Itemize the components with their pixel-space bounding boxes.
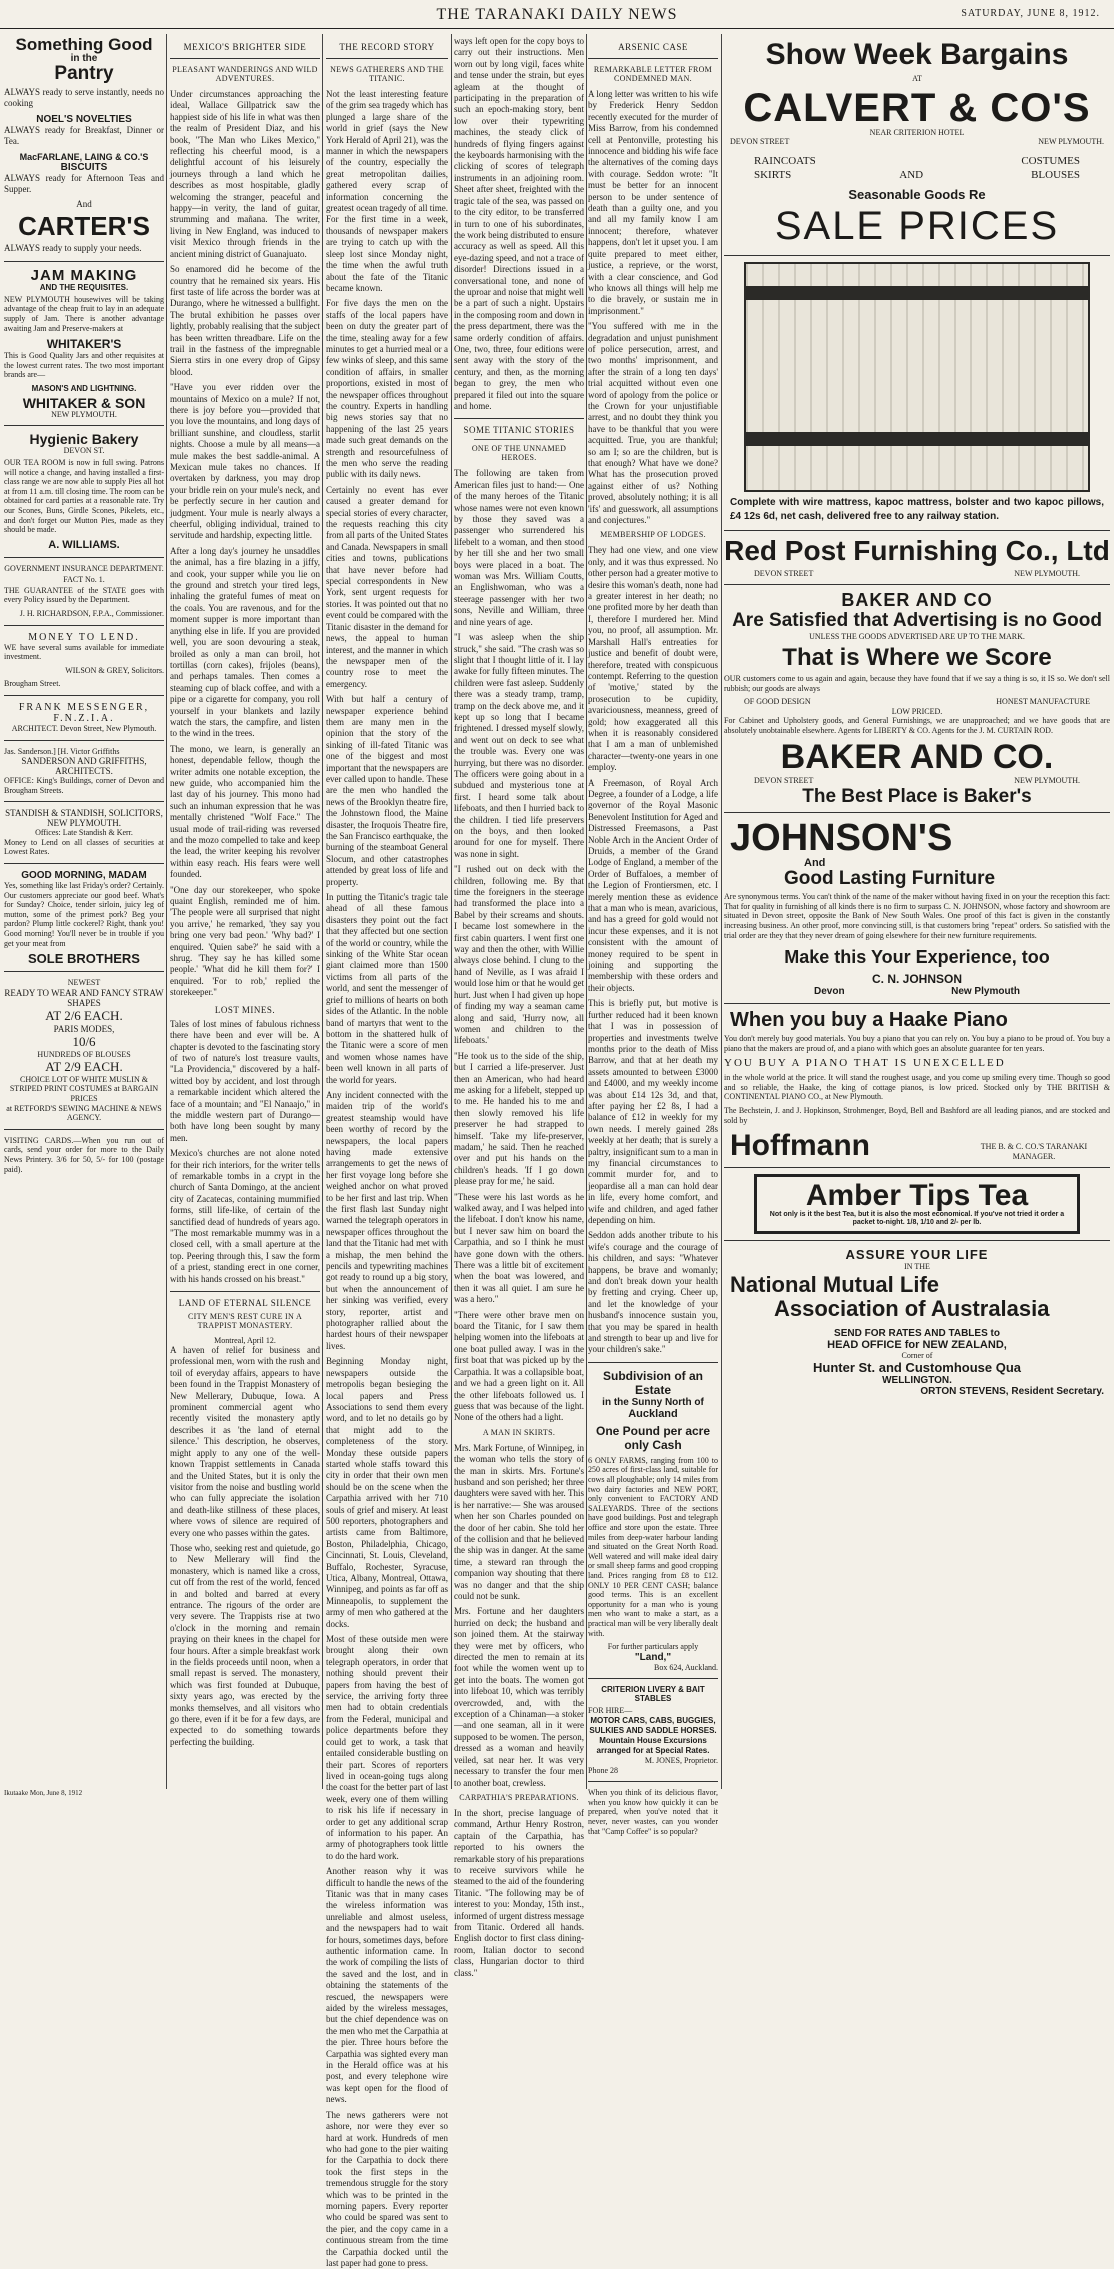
ad-text: For further particulars apply	[607, 1642, 699, 1652]
ad-brand: CALVERT & CO'S	[743, 85, 1091, 130]
ad-text: ARCHITECT. Devon Street, New Plymouth.	[11, 723, 157, 733]
ad-text: And	[76, 199, 92, 210]
article-subheading: CITY MEN'S REST CURE IN A TRAPPIST MONASTERY.	[187, 1312, 303, 1331]
ad-text: This is Good Quality Jars and other requisites at the lowest current rates. The two most important brands are—	[4, 351, 164, 380]
divider	[724, 1240, 1110, 1241]
ad-text: Not only is it the best Tea, but it is also the most economical. If you've not tried it order a packet to-night. 1/8, 1/10 and 2/- per lb.	[769, 1211, 1065, 1227]
bedstead-illustration	[724, 262, 1110, 492]
article-paragraph: Another reason why it was difficult to handle the news of the Titanic was that in many cases the wireless information was unreliable and almost useless, and the newspapers had to wait for hours, sometimes days, before authentic information came. In the work of compiling the lists of the saved and the lost, and in obtaining the statements of the rescued, the newspapers were aided by the wireless messages, but the chief dependence was on the men who met the Carpathia at the pier. Three hours before the Carpathia was sighted every man in the Herald office was at his post, and every telephone wire was kept open for the flood of news.	[326, 1866, 448, 2105]
column-rule	[166, 34, 167, 1789]
ad-text: Phone 28	[588, 1765, 618, 1775]
ad-text: LOW PRICED.	[891, 706, 943, 716]
divider	[454, 418, 584, 419]
article-paragraph: "These were his last words as he walked away, and I was helped into the lifeboat. I don't know his name, but I never saw him on board the Carpathia, and so I think he must have gone down with the others. There was a little bit of excitement when the boat was lowered, and then it was all quiet. I am sure he was a hero."	[454, 1191, 584, 1305]
article-paragraph: Under circumstances approaching the ideal, Wallace Gillpatrick saw the happiest side of his life in what was then the realm of President Diaz, and his book, "The Man who Likes Mexico," reflecting his cheerful mood, is a delightful account of his leisurely journeys through a land which he describes as most hospitable, gladly welcoming the stranger, peaceful and happy—in verity, the land of guitar, strumming and mañana. The writer, living in New England, was induced to visit Mexico through friends in the ancient mining district of Guanajuato.	[170, 89, 320, 259]
article-paragraph: "Have you ever ridden over the mountains of Mexico on a mule? If not, there is joy before you—provided that you love the mountains, and long days of brilliant sunshine, and cloudless, starlit nights. Choose a mule by all means—a mule makes the best saddle-animal. A Mexican mule takes no chances. If overtaken by darkness, you may drop your bridle rein on your mule's neck, and be perfectly secure in her caution and judgment. Your mule is nearly always a cheerful, obliging individual, trained to servitude and hardship, expecting little.	[170, 382, 320, 541]
ad-text: THE GUARANTEE of the STATE goes with every Policy issued by the Department.	[4, 585, 164, 605]
ad-headline: Show Week Bargains	[765, 38, 1069, 71]
article-paragraph: Mrs. Mark Fortune, of Winnipeg, in the woman who tells the story of the man in skirts. Mrs. Fortune's husband and son perished; her three daughters were saved with her. This is her narrative:— She was aroused when her son Charles pounded on the door of her cabin. She told her of the collision and that he believed the ship was in danger. At the same time, a steward ran through the companion way shouting that there was no danger and that the ship could not be sunk.	[454, 1442, 584, 1601]
divider	[588, 1781, 718, 1782]
ad-text: DEVON STREET	[754, 775, 814, 785]
ad-signature-row	[730, 1131, 1104, 1161]
article-paragraph: ways left open for the copy boys to carry out their instructions. Men worn out by long vigil, faces white and tense under the strain, but eyes agleam at the thought of participating in the preparation of such an epoch-making story, bent low over their typewriting machines, the steady click of hundreds of flying fingers against the keyboards harmonising with the clicking of scores of telegraph instruments in an adjoining room. Sheet after sheet, freighted with the tragic tale of the sea, was passed on to the city editor, to be transferred in turn to one of his subordinates, the work being distributed to ensure accuracy as well as speed. All this eye-dazing speed, and not a trace of disorder! Directions issued in a conversational tone, and none of the uproar and noise that might well be a part of such a night. Upstairs in the composing room and down in the press department, there was the same orderly condition of affairs. One, two, three, four editions were sent away with the story of the century, and then, as the morning began to grey, the men who prepared it filed out into the square and home.	[454, 36, 584, 411]
divider	[724, 1167, 1110, 1168]
divider	[4, 971, 164, 972]
article-subheading: REMARKABLE LETTER FROM CONDEMNED MAN.	[593, 65, 713, 83]
article-paragraph: A Freemason, of Royal Arch Degree, a founder of a Lodge, a life governor of the Royal Masonic Benevolent Institution for Aged and Distressed Freemasons, a Past Noble Arch in the Ancient Order of Druids, a member of the Grand Lodge of England, a member of the Order of Buffaloes, a member of the Legion of Frontiersmen, etc. I merely mention these as evidence that a man who is mean, avaricious, and has a greed for gold would not incur these expenses, and it is not consistent with the amount of money required to be spent in joining and supporting the membership with these orders and their objects.	[588, 777, 718, 993]
article-subheading: MEMBERSHIP OF LODGES.	[600, 530, 706, 540]
column-rule	[586, 34, 587, 1789]
ad-text: MASON'S AND LIGHTNING.	[31, 384, 137, 393]
ad-text: Yes, something like last Friday's order? Certainly. Our customers appreciate our good beef. What's for Sunday? Choice, tender sirloin, juicy leg of mutton, some of the primest pork? Beg your pardon? Plump little cockerel? Right, thank you! Good morning! You'll never be in trouble if you get your meat from	[4, 881, 164, 948]
column-rule	[322, 34, 323, 1789]
ad-headline: Subdivision of an	[602, 1368, 703, 1383]
divider	[4, 261, 164, 262]
ad-text: RAINCOATS	[754, 154, 816, 167]
divider	[588, 1362, 718, 1363]
ad-brand: C. N. JOHNSON	[871, 972, 962, 987]
ad-text: WELLINGTON.	[882, 1375, 952, 1387]
divider	[170, 1291, 320, 1292]
ad-brand: Red Post Furnishing Co., Ltd	[724, 534, 1110, 566]
ad-brand: National Mutual Life	[730, 1271, 939, 1297]
ad-text: ALWAYS ready to supply your needs.	[4, 243, 142, 254]
divider	[4, 425, 164, 426]
ad-brand: Association of Australasia	[774, 1295, 1050, 1321]
article-paragraph: The mono, we learn, is generally an honest, dependable fellow, though the writer admits one notable exception, the new guide, who accompanied him the last day of his journey. This mono had such an inhuman expression that he was mentally christened "Wolf Face." The usual mode of trail-riding was reversed and the mozo compelled to take and keep the lead, the writer keeping his revolver within easy reach. His fears were well founded.	[170, 743, 320, 880]
divider	[4, 740, 164, 741]
divider	[724, 812, 1110, 813]
ad-text: NEW PLYMOUTH.	[1014, 568, 1080, 578]
ad-text: Devon	[814, 986, 845, 998]
ad-price: AT 2/9 EACH.	[45, 1058, 123, 1074]
article-subheading: ONE OF THE UNNAMED HEROES.	[471, 444, 567, 463]
ad-text: M. JONES, Proprietor.	[644, 1755, 718, 1765]
ad-headline: GOOD MORNING, MADAM	[21, 870, 147, 882]
ad-headline: Something Good	[15, 35, 153, 54]
ad-text: Brougham Street.	[4, 679, 61, 689]
ad-text: FOR HIRE—	[588, 1706, 633, 1716]
ad-text: Corner of	[901, 1350, 933, 1360]
article-paragraph: This is briefly put, but motive is further reduced had it been known that I was in possession of properties and investments twelve months prior to the death of Miss Barrow, and that at her death my assets amounted to between £3000 and £4000, and my weekly income was about £14 12s 3d, and that, after paying her £2 8s, I had a balance of £12 in weekly for my own needs. I merely gained 28s weekly at her death; that is surely a paltry, insignificant sum to a man in my financial circumstances to commit murder for, and to jeopardise all a man can hold dear in life, every home comfort, and wife and children, and aged father depending on him.	[588, 998, 718, 1225]
ad-headline: Hygienic Bakery	[29, 431, 139, 447]
ad-text: NEWEST	[67, 978, 101, 988]
article-heading: LAND OF ETERNAL SILENCE	[178, 1298, 312, 1309]
ad-address-row	[754, 569, 1080, 579]
ad-text: OUR customers come to us again and again, because they have found that if we say a thing is so, it IS so. We don't sell rubbish; our goods are always	[724, 673, 1110, 693]
ad-brand: WHITAKER & SON	[22, 395, 146, 411]
ad-text: OUR TEA ROOM is now in full swing. Patrons will notice a change, and having installed a first-class range we are now able to supply Pies all hot at from 11 a.m. till closing time. The room can be obtained for card parties at a reasonable rate. Try our Scones, Buns, Girdle Scones, Pikelets, etc., and don't forget our Mutton Pies, made as they should be made.	[4, 458, 164, 535]
ad-brand: Hoffmann	[730, 1129, 870, 1163]
article-subheading: CARPATHIA'S PREPARATIONS.	[459, 1792, 579, 1802]
ad-headline: Good Lasting Furniture	[784, 868, 996, 890]
dateline: Montreal, April 12.	[214, 1336, 276, 1346]
article-paragraph: Those who, seeking rest and quietude, go to New Mellerary will find the monastery, which is named like a cross, cut off from the rest of the world, fenced in and bolted and barred at every entrance. The rigours of the order are very severe. The Trappists rise at two o'clock in the morning and remain praying on their knees in the chapel for four hours. After a simple breakfast work in the fields proceeds until noon, when a small repast is served. The monastery, which was first founded at Dubuque, sixty years ago, was erected by the monks themselves, and all visitors who go there, even if it be for a few days, are expected to do something towards perfecting the building.	[170, 1542, 320, 1747]
article-paragraph: "There were other brave men on board the Titanic, for I saw them helping women into the lifeboats at one boat pulled away. I was in the first boat that was picked up by the Carpathia. It was a collapsible boat, and we had a green light on it. All the other lifeboats followed us. I guess that was because of the light. None of the others had a light.	[454, 1309, 584, 1423]
ad-headline: One Pound per acre	[595, 1423, 711, 1438]
ad-text: DEVON ST.	[63, 446, 105, 455]
issue-date: SATURDAY, JUNE 8, 1912.	[961, 8, 1100, 19]
article-paragraph: In the short, precise language of command, Arthur Henry Rostron, captain of the Carpathia, has reported to his owners the remarkable story of his preparations to receive survivors while he steamed to the aid of the foundering Titanic. "The following may be of interest to you: Monday, 15th inst., informed of urgent distress message from Titanic. Ordered all hands. English doctor to first class dining-room, Italian doctor to second class, Hungarian doctor to third class."	[454, 1807, 584, 1978]
ad-headline: GOVERNMENT INSURANCE DEPARTMENT.	[4, 563, 164, 573]
masthead	[0, 0, 1114, 29]
ad-text: Hunter St. and Customhouse Qua	[812, 1360, 1021, 1376]
ad-text: Seasonable Goods Re	[848, 186, 986, 202]
article-paragraph: Mrs. Fortune and her daughters hurried on deck; the husband and son joined them. At the stairway they were met by officers, who directed the men to remain at its foot while the women went up to get into the boats. The women got into lifeboat 10, which was terribly overcrowded, and, with the exception of a Chinaman—a stoker—and one seaman, all in it were supposed to be women. The person, dressed as a woman and heavily veiled, sat near her. It was very necessary to transfer the four men to another boat, crewless.	[454, 1606, 584, 1788]
ad-text: J. H. RICHARDSON, F.P.A., Commissioner.	[19, 608, 164, 618]
ad-text: "Land,"	[634, 1651, 672, 1663]
ad-text: ALWAYS ready to serve instantly, needs no cooking	[4, 87, 164, 109]
ad-headline: That is Where we Score	[782, 643, 1052, 671]
ad-text: OF GOOD DESIGN	[744, 697, 811, 707]
ad-text: SKIRTS	[754, 168, 792, 181]
ad-text: Box 624, Auckland.	[654, 1662, 718, 1672]
ad-text: in the whole world at the price. It will stand the roughest usage, and you come up smiling every time. Though so good and so reliable, the Haake, the king of cottage pianos, is low priced. Stocked only by THE BRITISH & CONTINENTAL PIANO CO., at New Plymouth.	[724, 1073, 1110, 1102]
ad-text: AND	[899, 168, 924, 181]
ad-text: NEW PLYMOUTH.	[51, 410, 117, 419]
divider	[4, 801, 164, 802]
article-paragraph: A haven of relief for business and professional men, worn with the rush and toil of everyday affairs, appears to have been found in the Trappist Monastery of New Mellerary, Dubuque, Iowa. A prominent commercial agent who recently visited the monastery aptly describes it as 'the land of eternal silence.' This description, he observes, might apply to any one of the well-known Trappist settlements in Canada and the United States, but it is only the visitor from the noise and bustling world who can fully appreciate the isolation and death-like stillness of these places, where vows of silence are required of every one who passes within the gates.	[170, 1345, 320, 1538]
article-subheading: LOST MINES.	[214, 1004, 276, 1015]
ad-text: IN THE	[904, 1262, 930, 1272]
article-paragraph: After a long day's journey he unsaddles the animal, has a fire blazing in a jiffy, and cook, your supper while you lie on the ground and stretch your tired legs, inhaling the grateful fumes of meat on the coals. You are ravenous, and for the moment supper is more important than anything else in life. If you are provided well, you are soon devouring a steak, broiled as only a man can broil, hot tortillas (corn cakes), frijoles (beans), and perhaps tamales. Then comes a steaming cup of black coffee, and with a pipe or a cigarette for company, you roll yourself in your blankets and lazily watch the stars, the campfire, and listen to the wind in the trees.	[170, 545, 320, 739]
article-paragraph: Most of these outside men were brought along their own telegraph operators, in order that nothing should prevent their papers from having the best of service, the arriving forty three men had to obtain credentials from the Federal, municipal and police departments before they could get to work, a task that entailed considerable bustling on their part. Scores of reporters lived in ocean-going tugs along the coast for the better part of last week, every one of them willing to risk his life if necessary in order to get any additional scrap of information to his paper. An army of photographers took little to do the hard work.	[326, 1634, 448, 1861]
ad-text: CHOICE LOT OF WHITE MUSLIN & STRIPED PRINT COSTUMES at BARGAIN PRICES	[9, 1074, 159, 1103]
article-paragraph: Certainly no event has ever caused a greater demand for special stories of every character, the requests reaching this city from all parts of the United States and Canada. Newspapers in small cities and towns, publications that have never before had special correspondents in New York, sent urgent requests for stories. It was pointed out that no event could be compared with the Titanic disaster in the demand for news, the appeal to human interest, and the manner in which the newspaper men of the country rose to meet the emergency.	[326, 484, 448, 689]
article-paragraph: Any incident connected with the maiden trip of the world's greatest steamship would have been worthy of record by the newspapers, the local papers having made extensive arrangements to get the news of her first voyage long before she weighed anchor on what proved to be her first and last trip. When the first flash last Sunday night warned the telegraph operators in newspaper offices throughout the land that the Titanic had met with a mishap, the men behind the pencils and typewriting machines got ready to round up a big story, but when the announcement of her sinking was verified, every story, reporter, artist and photographer rallied about the hardest hours of their newspaper lives.	[326, 1089, 448, 1351]
ad-text: Are synonymous terms. You can't think of the name of the maker without having fixed in on your the reception this fact: That for quality in furnishing of all kinds there is no firm to surpass C. N. JOHNSON, whose factory and showroom are situated in Devon street, opposite the Bank of New South Wales. One proof of this fact is given in the constantly increasing business. An other proof, more convincing still, is that customers bring "repeat" orders. So satisfied with the trial order are they that they never dream of going elsewhere for their new furniture requirements.	[724, 892, 1110, 940]
article-heading: THE RECORD STORY	[339, 42, 435, 52]
ad-brand: at RETFORD'S SEWING MACHINE & NEWS AGENCY.	[6, 1103, 162, 1123]
article-paragraph: "I rushed out on deck with the children, following me. By that time the foreigners in the steerage had transformed the place into a Babel by their screams and shouts. I became lost somewhere in the first cabin quarters. I went first one way and then the other, with Willie always close behind. I clung to the hand of Neville, as I was afraid I would lose him or that he would get hurt. Just when I had given up hope of finding my way a seaman came along and said, 'Hurry now, all women and children to the lifeboats.'	[454, 864, 584, 1046]
article-paragraph: "One day our storekeeper, who spoke quaint English, reminded me of him. 'The people were all surprised that night you arrive,' he remarked, 'they say you bring one very bad peon.' 'Why bad?' I enquired. 'Quien sabe?' he said with a shrug. 'They say he has killed some people.' 'What did he kill them for?' I enquired. 'For to rob,' replied the storekeeper."	[170, 884, 320, 998]
ad-text: Money to Lend on all classes of securities at Lowest Rates.	[4, 837, 164, 857]
ad-address-row	[730, 137, 1104, 147]
divider	[724, 584, 1110, 585]
divider	[4, 1129, 164, 1130]
ad-text: BLOUSES	[1031, 168, 1080, 181]
ad-headline: in the Sunny North of	[602, 1396, 704, 1408]
ad-row	[744, 697, 1090, 707]
divider	[724, 1003, 1110, 1004]
ad-headline: HUNDREDS OF BLOUSES	[37, 1049, 131, 1059]
ad-brand: NOEL'S NOVELTIES	[36, 113, 132, 125]
ad-headline: FRANK MESSENGER, F.N.Z.I.A.	[18, 701, 150, 724]
article-paragraph: For five days the men on the staffs of the local papers have been on duty the greater part of the time, stealing away for a few minutes to get a hurried meal or a few winks of sleep, and this same condition of affairs, in smaller proportions, existed in most of the newspaper offices throughout the country. Experts in handling big news stories say that no happening of the last 25 years made such great demands on the strength and resourcefulness of the men who serve the reading public with its daily news.	[326, 298, 448, 480]
column-rule	[451, 34, 452, 1789]
article-heading: MEXICO'S BRIGHTER SIDE	[183, 42, 307, 52]
ad-text: UNLESS THE GOODS ADVERTISED ARE UP TO THE MARK.	[809, 632, 1025, 642]
ad-headline: Make this Your Experience, too	[784, 947, 1050, 968]
ad-text: MOTOR CARS, CABS, BUGGIES, SULKIES AND SADDLE HORSES. Mountain House Excursions arranged for at Special Rates.	[589, 1715, 717, 1755]
ad-brand: MacFARLANE, LAING & CO.'S	[19, 151, 149, 162]
article-paragraph: In putting the Titanic's tragic tale ahead of all these famous disasters they point out the fact that they affected but one section of the world or country, while the sinking of the White Star ocean giant claimed more than 1500 victims from all parts of the world, and sent the messenger of grief to millions of hearts on both sides of the Atlantic. In the noble band of martyrs that went to the bottom in the shattered hulk of the Titanic were a score of men and women whose names have been well known in all parts of the world for years.	[326, 892, 448, 1085]
ad-text: HONEST MANUFACTURE	[996, 697, 1090, 707]
article-paragraph: The following are taken from American files just to hand:— One of the many heroes of the Titanic whose names were not even known by those they saved was a passenger who surrendered his lifebelt to a woman, and then stood by her till she and her two small boys were placed in a boat. The woman was Mrs. William Coutts, an Englishwoman, who was a steerage passenger with her two sons, Neville and William, three and nine years of age.	[454, 468, 584, 627]
column-mexico	[170, 36, 320, 1786]
bedstead-rail	[744, 286, 1090, 300]
article-subheading: A MAN IN SKIRTS.	[482, 1427, 556, 1437]
ad-brand: BAKER AND CO	[841, 590, 993, 611]
divider	[474, 439, 564, 440]
article-paragraph: The news gatherers were not ashore, nor were they ever so hard at work. Hundreds of men who had gone to the pier waiting for the Carpathia to dock there took the first steps in the tremendous struggle for the story which was to be printed in the morning papers. Every reporter who could be spared was sent to the pier, and the copy came in a continuous stream from the time the Carpathia docked until the last paper had gone to press.	[326, 2109, 448, 2268]
divider	[170, 58, 320, 59]
ad-address-row	[814, 986, 1020, 997]
divider	[4, 557, 164, 558]
article-heading: ARSENIC CASE	[618, 42, 688, 52]
ad-headline: STANDISH & STANDISH, SOLICITORS, NEW PLYMOUTH.	[5, 808, 163, 829]
ad-text: VISITING CARDS.—When you run out of cards, send your order for more to the Daily News Printery. 3/6 for 50, 5/- for 100 (postage paid).	[4, 1135, 164, 1174]
article-paragraph: Tales of lost mines of fabulous richness there have been and ever will be. A chapter is devoted to the fascinating story of two of nature's lost treasure vaults, "La Providencia," discovered by a half-witted boy by accident, and lost through a remarkable incident which altered the face of a mountain; and "El Nanaajo," in the middle western part of Durango—both have long been sought by many men.	[170, 1018, 320, 1143]
ad-brand: SOLE BROTHERS	[28, 951, 140, 967]
ad-headline: When you buy a Haake Piano	[730, 1009, 1008, 1032]
ad-text: HEAD OFFICE for NEW ZEALAND,	[827, 1338, 1007, 1351]
ad-brand: Amber Tips Tea	[805, 1179, 1029, 1213]
ad-headline: ASSURE YOUR LIFE	[845, 1247, 989, 1263]
article-subheading: NEWS GATHERERS AND THE TITANIC.	[330, 65, 444, 83]
article-paragraph: Not the least interesting feature of the grim sea tragedy which has plunged a large share of the world in grief (says the New York Herald of April 21), was the manner in which the newspapers of the country, especially the great metropolitan dailies, gathered every scrap of information concerning the greatest ocean tragedy of all time. For the first time in a week, thousands of newspaper makers are trying to catch up with the sleep lost since Monday night, the time when the awful truth about the fate of the Titanic became known.	[326, 89, 448, 293]
ad-brand: WHITAKER'S	[46, 337, 122, 352]
ad-text: THE B. & C. CO.'S TARANAKI MANAGER.	[980, 1142, 1088, 1161]
ad-headline: in the	[70, 53, 98, 64]
ad-headline: Auckland	[628, 1407, 678, 1420]
ad-text: ORTON STEVENS, Resident Secretary.	[920, 1386, 1104, 1398]
ad-text: Offices: Late Standish & Kerr.	[35, 828, 133, 838]
ad-text: And	[804, 857, 826, 870]
article-paragraph: So enamored did he become of the country that he remained six years. His first taste of life across the border was at Durango, where he witnessed a bullfight. The brutal exhibition he passes over lightly, probably realising that the subject has been written threadbare. Life on the trail in the fastness of the impregnable Sierra stirs in one every drop of Gipsy blood.	[170, 264, 320, 377]
divider	[4, 625, 164, 626]
ad-text: OFFICE: King's Buildings, corner of Devon and Brougham Streets.	[4, 776, 164, 795]
article-subheading: PLEASANT WANDERINGS AND WILD ADVENTURES.	[172, 65, 318, 83]
ad-brand: JOHNSON'S	[730, 817, 953, 860]
article-paragraph: They had one view, and one view only, and it was thus expressed. No other person had a greater motive to desire this woman's death, none had a greater interest in her death; no one profited more by her death than I, therefore I murdered her. Mind you, no proof, all assumption. Mr. Marshall Hall's entreaties for justice and benefit of doubt were, therefore, treated with conspicuous contempt. Referring to the question of 'motive,' stated by the prosecution to be cupidity, avariciousness, meanness, greed of gold; how exaggerated all this when it is reasonably considered that I am a man of unblemished character—twenty-one years in one employ.	[588, 545, 718, 773]
divider	[4, 695, 164, 696]
ad-headline: The Best Place is Baker's	[802, 786, 1032, 808]
article-paragraph: Seddon adds another tribute to his wife's courage and the courage of his children, and says: "Whatever happens, be brave and womanly; and don't break down your health by fretting and crying. Cheer up, and let the knowledge of your husband's innocence sustain you, that you may be spared in health and strength to bear up and live for your children's sake."	[588, 1230, 718, 1355]
divider	[724, 255, 1110, 256]
footer-imprint: Ikutaake Mon, June 8, 1912	[4, 1789, 83, 1797]
article-paragraph: With but half a century of newspaper experience behind them are many men in the opinion that the story of the sinking of ill-fated Titanic was one of the biggest and most important that the newspapers are ever called upon to handle. These are the men who handled the news of the Brooklyn theatre fire, the Johnstown flood, the Maine disaster, the Iroquois Theatre fire, the San Francisco earthquake, the burning of the steamboat General Slocum, and other catastrophes attended by great loss of life and property.	[326, 694, 448, 887]
ad-text: DEVON STREET	[730, 137, 790, 147]
ad-text: NEW PLYMOUTH housewives will be taking advantage of the cheap fruit to lay in an adequate supply of Jam. There is another advantage awaiting Jam and Preserve-makers at	[4, 294, 164, 333]
ad-headline: PARIS MODES,	[53, 1023, 115, 1034]
ad-text: DEVON STREET	[754, 568, 814, 578]
article-heading: SOME TITANIC STORIES	[463, 425, 575, 436]
ad-text: You don't merely buy good materials. You buy a piano that you can rely on. You buy a piano to be proud of. You buy a piano that the makers are proud of, and a piano with which goes an absolute guarantee for ten years.	[724, 1034, 1110, 1053]
ad-text: Complete with wire mattress, kapoc mattress, bolster and two kapoc pillows, £4 12s 6d, net cash, delivered free to any railway station.	[730, 496, 1104, 522]
ad-brand: BISCUITS	[60, 161, 108, 173]
ad-text: 6 ONLY FARMS, ranging from 100 to 250 acres of first-class land, suitable for cows all ploughable; only 14 miles from two dairy factories and NEW PORT, only convenient to FACTORY AND SALEYARDS. Three of the sections have good buildings. Post and telegraph office and store upon the estate. Three miles from deep-water harbour landing and situated on the Great North Road. Well watered and will make ideal dairy or small sheep farms and good cropping land. Prices ranging from £8 to £12. ONLY 10 PER CENT CASH; balance good terms. This is an excellent opportunity for a man who is young men who want to make a start, as a practical man will be very liberally dealt with.	[588, 1455, 718, 1638]
amber-tips-ad	[754, 1174, 1080, 1234]
ad-row	[754, 169, 1080, 181]
ad-headline: Pantry	[54, 63, 114, 84]
ad-text: WE have several sums available for immediate investment.	[4, 642, 164, 662]
ad-text: ALWAYS ready for Afternoon Teas and Supper.	[4, 172, 164, 195]
article-paragraph: Mexico's churches are not alone noted for their rich interiors, for the writer tells of remarkable tombs in a crypt in the church of Santa Domingo, at the ancient city of Zacatecas, containing mummified forms, still life-like, of certain of the sanctified dead of hundreds of years ago. "The most remarkable mummy was in a closed cell, with a small aperture at the top. Peering through this, I saw the form of a priest, standing erect in one corner, with his hands crossed on his breast."	[170, 1148, 320, 1284]
ad-headline: YOU BUY A PIANO THAT IS UNEXCELLED	[724, 1057, 1006, 1070]
ad-address-row	[754, 776, 1080, 786]
ad-brand: CARTER'S	[18, 211, 150, 242]
ad-text: FACT No. 1.	[63, 574, 105, 584]
ad-headline: MONEY TO LEND.	[28, 631, 140, 643]
ad-headline: JAM MAKING	[30, 266, 138, 284]
article-paragraph: "I was asleep when the ship struck," she said. "The crash was so slight that I thought little of it. I lay awake for fully fifteen minutes. The children were fast asleep. Suddenly there was a steady tramp, tramp, tramp on the deck above me, and it kept up so long that I became frightened. I dressed myself slowly, and went out on deck to see what the trouble was. Every one was hurrying, but there was no disorder. The officers were going about in a subdued and mysterious tone at first. I heard some talk about lifeboats, and then I hurried back to the children. I tied life preservers on the boys, and then looked around for one for myself. There was none in sight.	[454, 632, 584, 859]
column-ads-right	[724, 36, 1110, 1786]
ad-price: 10/6	[72, 1033, 96, 1049]
ad-text: AT	[912, 74, 922, 83]
ad-text: For Cabinet and Upholstery goods, and General Furnishings, we are unapproached; and we have goods that are absolutely unobtainable elsewhere. Agents for LIBERTY & CO. Agents for the J. M. CURTAIN ROD.	[724, 716, 1110, 735]
column-arsenic-case	[588, 36, 718, 1836]
divider	[326, 58, 448, 59]
ad-text: ALWAYS ready for Breakfast, Dinner or Tea.	[4, 124, 164, 147]
article-paragraph: A long letter was written to his wife by Frederick Henry Seddon recently executed for the murder of Miss Barrow, from his condemned cell at Pentonville, protesting his innocence and bidding his wife face the alternatives of the coming days with courage. Seddon wrote: "It must be better for an innocent person to be under sentence of death than a guilty one, and you and all my family know I am innocent; therefore, whatever happens, don't let it upset you. I am quite prepared to meet either, justice, a reprieve, or the worst, with a clear conscience, and God who knows all things will help me to die bravely, or sustain me in imprisonment."	[588, 89, 718, 316]
ad-headline: CRITERION LIVERY & BAIT STABLES	[601, 1685, 705, 1704]
ad-text: New Plymouth	[951, 986, 1020, 998]
ad-headline: SANDERSON AND GRIFFITHS, ARCHITECTS.	[21, 756, 147, 777]
article-paragraph: "You suffered with me in the degradation and unjust punishment of police persecution, arrest, and two months' imprisonment, and after the strain of a long ten days' trial acquitted without even one word of apology from the police or the Crown for your unjustifiable arrest, and no doubt they think you have to be thankful that you were acquitted. True, you are thankful; so am I; so are the children, but is that enough? What have we done? What has the prosecution proved against either of us? Nothing proved, absolutely nothing; it is all 'ifs' and guesswork, all assumptions and conjectures."	[588, 321, 718, 526]
article-paragraph: Beginning Monday night, newspapers outside the metropolis began besieging the local papers and Press Associations to send them every word, and to let no details go by that might add to the completeness of the story. Monday these outside papers started whole staffs toward this city in order that their own men should be on the scene when the Carpathia arrived with her 710 souls of grief and misery. At least 500 reporters, photographers and artists came from Baltimore, Boston, Philadelphia, Chicago, Cincinnati, St. Louis, Cleveland, Buffalo, Rochester, Syracuse, Utica, Albany, Montreal, Ottawa, Winnipeg, and points as far off as Minneapolis, to supplement the army of men who gathered at the docks.	[326, 1356, 448, 1629]
ad-text: COSTUMES	[1021, 154, 1080, 167]
ad-text: The Bechstein, J. and J. Hopkinson, Strohmenger, Boyd, Bell and Bashford are all leading pianos, and are stocked and sold by	[724, 1106, 1110, 1125]
ad-row	[754, 155, 1080, 167]
ad-text: Jas. Sanderson.] [H. Victor Griffiths	[4, 746, 120, 756]
ad-headline: Are Satisfied that Advertising is no Good	[732, 610, 1102, 632]
ad-text: NEW PLYMOUTH.	[1014, 775, 1080, 785]
ad-brand: A. WILLIAMS.	[48, 538, 120, 551]
ad-text: NEAR CRITERION HOTEL	[869, 127, 965, 137]
newspaper-title: THE TARANAKI DAILY NEWS	[436, 6, 678, 23]
ad-headline: Estate	[634, 1382, 672, 1397]
divider	[4, 863, 164, 864]
ad-text: WILSON & GREY, Solicitors.	[65, 665, 164, 675]
divider	[588, 58, 718, 59]
ad-headline: AND THE REQUISITES.	[39, 282, 129, 292]
ad-text: When you think of its delicious flavor, when you know how quickly it can be prepared, when you've noted that it never, never wastes, can you wonder that "Camp Coffee" is so popular?	[588, 1788, 718, 1836]
ad-brand: BAKER AND CO.	[780, 737, 1054, 776]
ad-headline: only Cash	[624, 1437, 682, 1452]
ad-headline: SALE PRICES	[774, 203, 1060, 248]
ad-price: AT 2/6 EACH.	[45, 1007, 123, 1023]
bedstead-rail	[744, 432, 1090, 446]
ad-text: SEND FOR RATES AND TABLES to	[834, 1327, 1000, 1339]
divider	[724, 530, 1110, 531]
column-rule	[721, 34, 722, 1789]
column-ads-left	[4, 36, 164, 1786]
ad-headline: READY TO WEAR AND FANCY STRAW SHAPES	[4, 987, 164, 1008]
column-record-story	[326, 36, 448, 2268]
article-paragraph: "He took us to the side of the ship, but I carried a life-preserver. Just then an American, who had heard me asking for a lifebelt, stepped up to me. He handed his to me and then slowly removed his life preserver he had strapped to himself. 'Take my life-preserver, madam,' he said. Then he reached over and put his hands on the children's heads. 'If I go down please pray for me,' he said.	[454, 1050, 584, 1187]
divider	[588, 1678, 718, 1679]
column-titanic-stories	[454, 36, 584, 1978]
ad-text: NEW PLYMOUTH.	[1038, 137, 1104, 147]
